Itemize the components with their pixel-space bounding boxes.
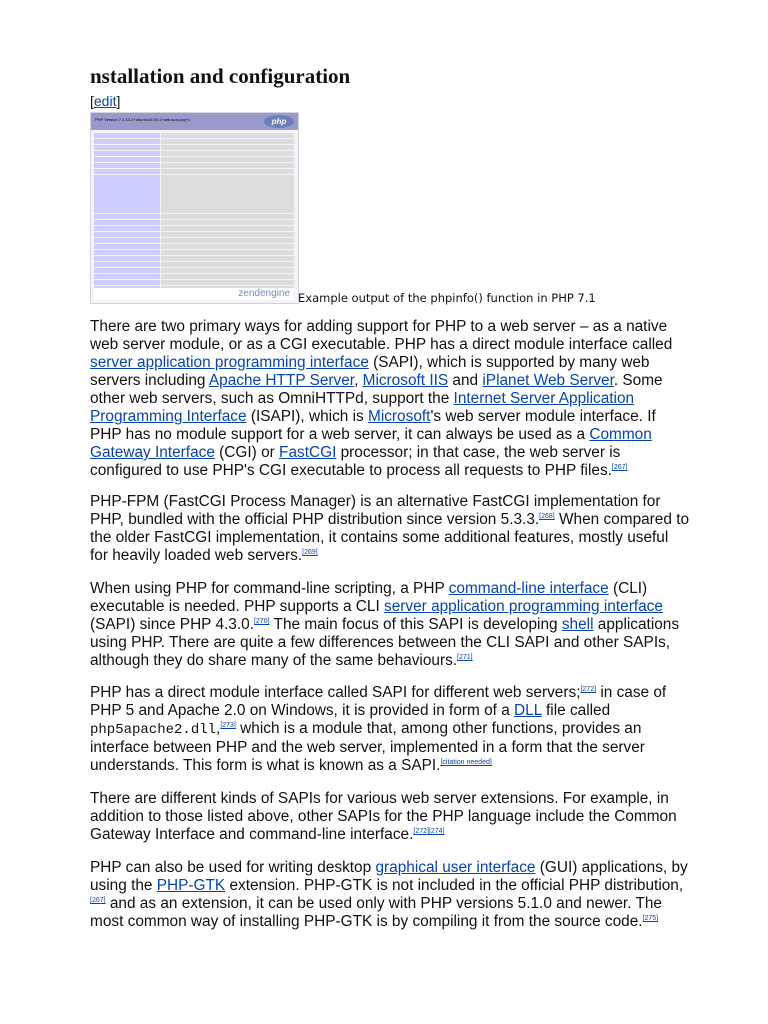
citation-link[interactable]: [268] (539, 513, 555, 520)
paragraph-4: PHP has a direct module interface called SAPI for different web servers;[272] in case of PHP 5 and Apache 2.0 on Windows, it is provided in form of a DLL file called php5apache2.dll,[273] which is a module that, among other functions, provides an interface between PHP and the web server, implemented in a form that the server understands. This form is what is known as a SAPI.[citation needed] (90, 684, 667, 774)
phpinfo-footer (94, 288, 294, 300)
link-shell[interactable]: shell (561, 616, 594, 633)
link-microsoft[interactable]: Microsoft (368, 408, 431, 425)
link-fastcgi[interactable]: FastCGI (279, 444, 337, 461)
phpinfo-header (91, 113, 298, 130)
citation-link[interactable]: [270] (253, 618, 270, 625)
zend-engine-logo: zendengine (238, 288, 290, 299)
citation-link[interactable]: [273] (220, 722, 236, 729)
phpinfo-table (94, 133, 294, 292)
paragraph-2: PHP-FPM (FastCGI Process Manager) is an alternative FastCGI implementation for PHP, bundled with the official PHP distribution since version 5.3.3.[268] When compared to the older FastCGI implementation, it contains some additional features, mostly useful for heavily loaded web servers.[269] (90, 493, 690, 564)
link-iplanet-web-server[interactable]: iPlanet Web Server (482, 372, 614, 389)
citation-link[interactable]: [271] (457, 654, 473, 661)
citation-link[interactable]: [274] (428, 828, 445, 835)
citation-link[interactable]: [269] (302, 549, 318, 556)
phpinfo-screenshot[interactable] (90, 112, 299, 304)
citation-link[interactable]: [272] (413, 828, 429, 835)
phpinfo-header-text: PHP Version 7.1.10-1+ubuntu16.04.1+deb.sury.org+1 (95, 117, 191, 122)
page-heading: nstallation and configuration (90, 64, 351, 88)
link-cgi[interactable]: Common Gateway Interface (90, 426, 652, 461)
paragraph-1: There are two primary ways for adding support for PHP to a web server – as a native web server module, or as a CGI executable. PHP has a direct module interface called server application programming interface (SAPI), which is supported by many web servers including Apache HTTP Server, Microsoft IIS and iPlanet Web Server. Some other web servers, such as OmniHTTPd, support the Internet Server Application Programming Interface (ISAPI), which is Microsoft's web server module interface. If PHP has no module support for a web server, it can always be used as a Common Gateway Interface (CGI) or FastCGI processor; in that case, the web server is configured to use PHP's CGI executable to process all requests to PHP files.[267] (90, 318, 673, 479)
paragraph-3: When using PHP for command-line scripting, a PHP command-line interface (CLI) executable is needed. PHP supports a CLI server application programming interface (SAPI) since PHP 4.3.0.[270] The main focus of this SAPI is developing shell applications using PHP. There are quite a few differences between the CLI SAPI and other SAPIs, although they do share many of the same behaviours.[271] (90, 580, 680, 669)
citation-link[interactable]: [267] (90, 897, 106, 904)
link-apache-http-server[interactable]: Apache HTTP Server (208, 372, 355, 389)
paragraph-5: There are different kinds of SAPIs for various web server extensions. For example, in addition to those listed above, other SAPIs for the PHP language include the Common Gateway Interface and command-line interface.[272][274] (90, 790, 677, 843)
edit-section: [edit] (90, 93, 121, 109)
php-logo-icon: php (264, 115, 294, 128)
link-gui[interactable]: graphical user interface (375, 859, 536, 876)
citation-needed-link[interactable]: [citation needed] (440, 759, 492, 766)
link-sapi[interactable]: server application programming interface (90, 354, 369, 371)
link-isapi[interactable]: Internet Server Application Programming Interface (90, 390, 635, 425)
link-dll[interactable]: DLL (514, 702, 542, 719)
paragraph-6: PHP can also be used for writing desktop graphical user interface (GUI) applications, by using the PHP-GTK extension. PHP-GTK is not included in the official PHP distribution,[267] and as an extension, it can be used only with PHP versions 5.1.0 and newer. The most common way of installing PHP-GTK is by compiling it from the source code.[275] (90, 859, 688, 930)
link-sapi-2[interactable]: server application programming interface (384, 598, 663, 615)
edit-link[interactable]: edit (93, 93, 117, 109)
citation-link[interactable]: [267] (611, 464, 628, 471)
citation-link[interactable]: [272] (580, 686, 597, 693)
citation-link[interactable]: [275] (642, 915, 659, 922)
dll-filename: php5apache2.dll (90, 722, 217, 738)
link-cli[interactable]: command-line interface (448, 580, 609, 597)
figure-caption: Example output of the phpinfo() function in PHP 7.1 (298, 291, 596, 305)
link-php-gtk[interactable]: PHP-GTK (156, 877, 226, 894)
phpinfo-figure (90, 112, 300, 302)
link-microsoft-iis[interactable]: Microsoft IIS (362, 372, 449, 389)
